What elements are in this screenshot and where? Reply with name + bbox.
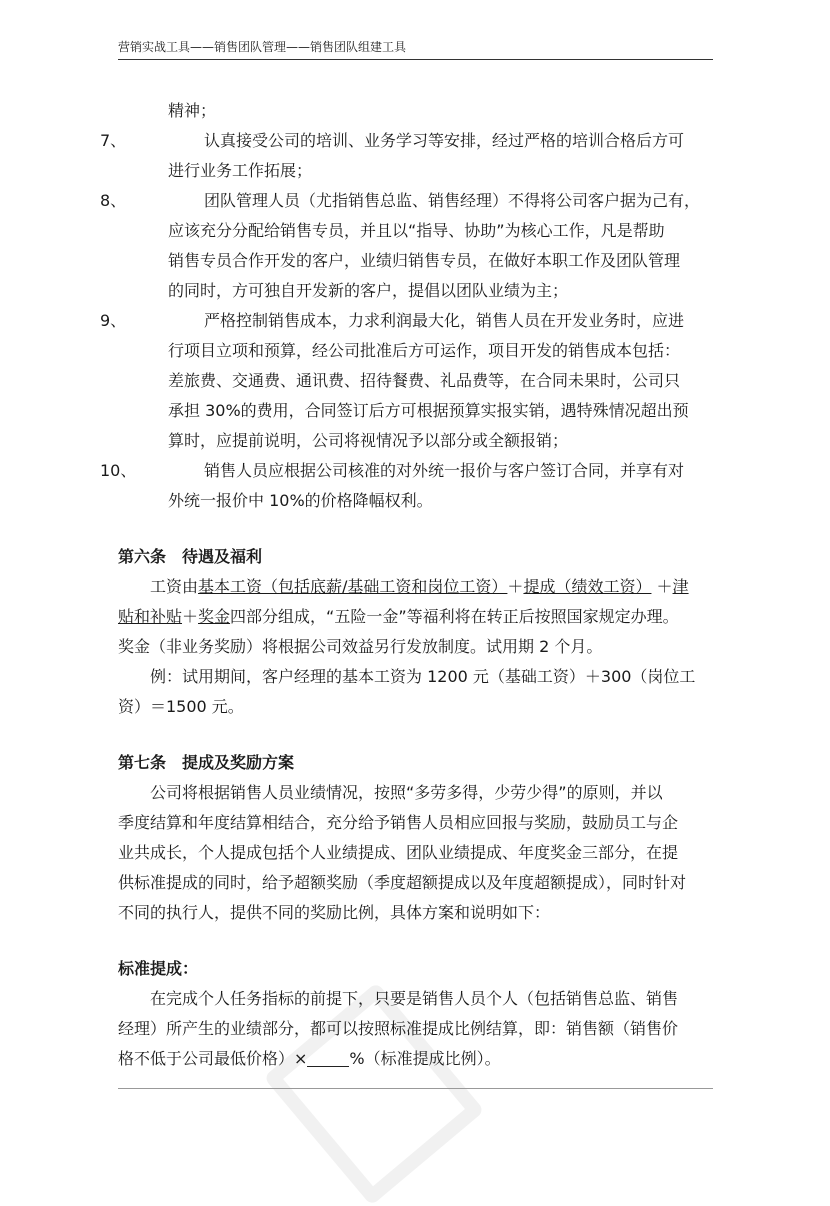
- item-line: 应该充分分配给销售专员，并且以“指导、协助”为核心工作，凡是帮助: [168, 221, 665, 240]
- document-body: [100, 96, 716, 1074]
- section-6-line: [118, 602, 716, 632]
- item-line: 的同时，方可独自开发新的客户，提倡以团队业绩为主；: [168, 281, 569, 300]
- item-number: 9、: [100, 311, 127, 330]
- section-6-line: 奖金（非业务奖励）将根据公司效益另行发放制度。试用期 2 个月。: [118, 637, 603, 656]
- item-line: 严格控制销售成本，力求利润最大化，销售人员在开发业务时，应进: [204, 311, 685, 330]
- underlined-term: 奖金: [198, 607, 231, 626]
- section-7-heading: 第七条 提成及奖励方案: [118, 753, 295, 772]
- item-number: 10、: [100, 461, 137, 480]
- item-line: 承担 30%的费用，合同签订后方可根据预算实报实销，遇特殊情况超出预: [168, 401, 689, 420]
- section-7-line: 季度结算和年度结算相结合，充分给予销售人员相应回报与奖励，鼓励员工与企: [118, 813, 679, 832]
- section-6-line: 例：试用期间，客户经理的基本工资为 1200 元（基础工资）＋300（岗位工: [150, 667, 696, 686]
- item-line: 差旅费、交通费、通讯费、招待餐费、礼品费等，在合同未果时，公司只: [168, 371, 681, 390]
- text-run: ＋: [651, 577, 673, 596]
- item-number: 8、: [100, 191, 127, 210]
- item-line: 销售人员应根据公司核准的对外统一报价与客户签订合同，并享有对: [204, 461, 685, 480]
- text-run: 工资由: [150, 577, 199, 596]
- standard-line: 在完成个人任务指标的前提下，只要是销售人员个人（包括销售总监、销售: [150, 989, 679, 1008]
- underlined-term: 贴和补贴: [118, 607, 183, 626]
- section-7-line: 公司将根据销售人员业绩情况，按照“多劳多得，少劳少得”的原则，并以: [150, 783, 663, 802]
- section-7-line: 不同的执行人，提供不同的奖励比例，具体方案和说明如下：: [118, 903, 551, 922]
- underlined-term: 提成（绩效工资）: [523, 577, 652, 596]
- section-6-line: 资）＝1500 元。: [118, 697, 244, 716]
- underlined-term: 基本工资（包括底薪/基础工资和岗位工资）: [198, 577, 508, 596]
- page-header: [118, 38, 713, 60]
- section-6-line: [118, 572, 716, 602]
- intro-line: 精神；: [168, 101, 217, 120]
- item-line: 销售专员合作开发的客户，业绩归销售专员，在做好本职工作及团队管理: [168, 251, 681, 270]
- item-number: 7、: [100, 131, 127, 150]
- item-line: 外统一报价中 10%的价格降幅权利。: [168, 491, 433, 510]
- text-run: ＋: [182, 607, 199, 626]
- item-line: 算时，应提前说明，公司将视情况予以部分或全额报销；: [168, 431, 569, 450]
- text-run: 四部分组成，“五险一金”等福利将在转正后按照国家规定办理。: [230, 607, 679, 626]
- standard-line: [118, 1044, 716, 1074]
- fill-in-blank: [307, 1050, 349, 1067]
- section-7-line: 供标准提成的同时，给予超额奖励（季度超额提成以及年度超额提成），同时针对: [118, 873, 687, 892]
- item-line: 行项目立项和预算，经公司批准后方可运作，项目开发的销售成本包括：: [168, 341, 681, 360]
- list-item-8: [100, 186, 716, 306]
- text-run: 格不低于公司最低价格）×: [118, 1049, 308, 1068]
- item-line: 认真接受公司的培训、业务学习等安排，经过严格的培训合格后方可: [204, 131, 685, 150]
- underlined-term: 津: [672, 577, 689, 596]
- list-item-10: [100, 456, 716, 516]
- list-item-9: [100, 306, 716, 456]
- standard-line: 经理）所产生的业绩部分，都可以按照标准提成比例结算，即：销售额（销售价: [118, 1019, 679, 1038]
- section-6-heading: 第六条 待遇及福利: [118, 547, 263, 566]
- text-run: ＋: [507, 577, 524, 596]
- standard-commission-heading: 标准提成：: [118, 959, 199, 978]
- footer-rule: [118, 1088, 713, 1089]
- text-run: %（标准提成比例）。: [349, 1049, 501, 1068]
- item-line: 团队管理人员（尤指销售总监、销售经理）不得将公司客户据为己有，: [204, 191, 701, 210]
- header-title: 营销实战工具——销售团队管理——销售团队组建工具: [118, 40, 407, 54]
- item-line: 进行业务工作拓展；: [168, 161, 313, 180]
- list-item-7: [100, 126, 716, 186]
- section-7-line: 业共成长，个人提成包括个人业绩提成、团队业绩提成、年度奖金三部分，在提: [118, 843, 679, 862]
